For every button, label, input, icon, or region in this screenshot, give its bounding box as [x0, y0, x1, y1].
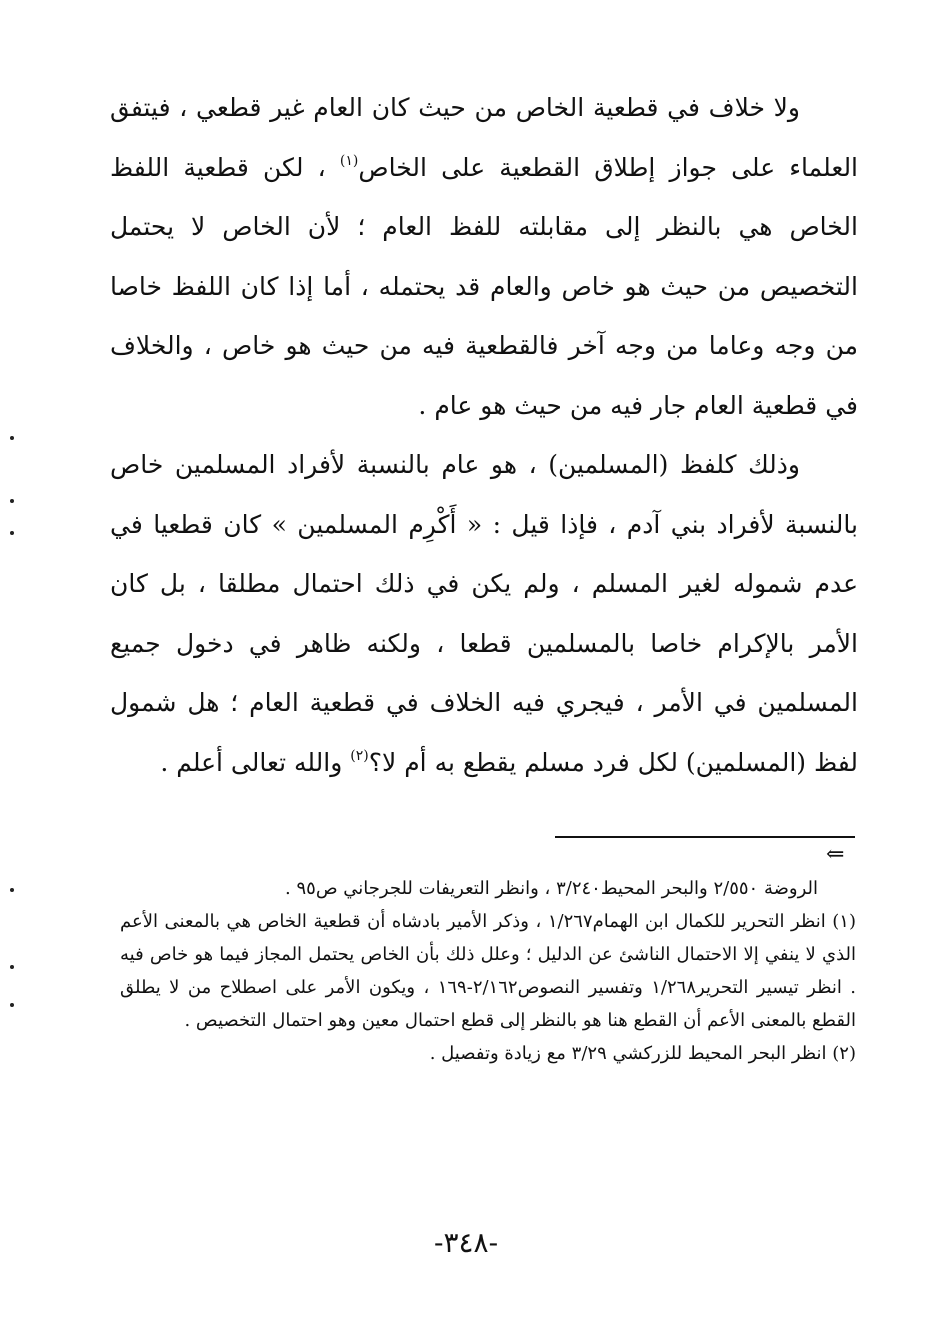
paragraph-2-text-before: وذلك كلفظ (المسلمين) ، هو عام بالنسبة لأفراد المسلمين خاص بالنسبة لأفراد بني آدم ، فإذا قيل : « أَكْرِم المسلمين » كان قطعيا في عدم شموله لغير المسلم ، ولم يكن في ذلك احتمال مطلقا ، بل كان الأمر بالإكرام خاصا بالمسلمين قطعا ، ولكنه ظاهر في دخول جميع المسلمين في الأمر ، فيجري فيه الخلاف في قطعية العام ؛ هل شمول لفظ (المسلمين) لكل فرد مسلم يقطع به أم لا؟ — [110, 450, 858, 777]
page-number: -٣٤٨- — [433, 1226, 499, 1259]
paragraph-2-text-after: والله تعالى أعلم . — [160, 747, 343, 777]
scan-speck — [10, 436, 14, 440]
footnote-ref-2: (٢) — [350, 747, 369, 764]
footnote-ref-1: (١) — [339, 152, 359, 169]
scan-speck — [10, 965, 14, 969]
footnote-2: (٢) انظر البحر المحيط للزركشي ٣/٢٩ مع زيادة وتفصيل . — [429, 1043, 856, 1064]
footnote-1: (١) انظر التحرير للكمال ابن الهمام١/٢٦٧ ، وذكر الأمير بادشاه أن قطعية الخاص هي بالمعنى الأعم الذي لا ينفي إلا الاحتمال الناشئ عن الدليل ؛ وعلل ذلك بأن الخاص يحتمل المجاز فيما هو خاص فيه . انظر تيسير التحرير١/٢٦٨ وتفسير النصوص٢/١٦٢-١٦٩ ، ويكون الأمر على اصطلاح من لا يطلق القطع بالمعنى الأعم أن القطع هنا هو بالنظر إلى قطع احتمال معين وهو احتمال التخصيص . — [120, 911, 857, 1031]
footnote-continued: الروضة ٢/٥٥٠ والبحر المحيط٣/٢٤٠ ، وانظر التعريفات للجرجاني ص٩٥ . — [285, 878, 818, 899]
paragraph-1-text-after: ، لكن قطعية اللفظ الخاص هي بالنظر إلى مقابلته للفظ العام ؛ لأن الخاص لا يحتمل التخصيص من حيث هو خاص والعام قد يحتمله ، أما إذا كان اللفظ خاصا من وجه وعاما من وجه آخر فالقطعية فيه من حيث هو خاص ، والخلاف في قطعية العام جار فيه من حيث هو عام . — [110, 152, 858, 420]
footnotes — [120, 872, 856, 1070]
scan-speck — [10, 531, 14, 535]
paragraph-2 — [110, 435, 858, 792]
paragraph-1 — [110, 78, 858, 435]
main-text — [110, 78, 858, 792]
footnote-continuation-arrow-icon: ⇐ — [826, 842, 845, 867]
scan-speck — [10, 1003, 14, 1007]
footnote-separator — [555, 836, 855, 838]
scan-speck — [10, 499, 14, 503]
paragraph-1-text-before: ولا خلاف في قطعية الخاص من حيث كان العام غير قطعي ، فيتفق العلماء على جواز إطلاق القطعية على الخاص — [110, 93, 859, 182]
scan-speck — [10, 888, 14, 892]
